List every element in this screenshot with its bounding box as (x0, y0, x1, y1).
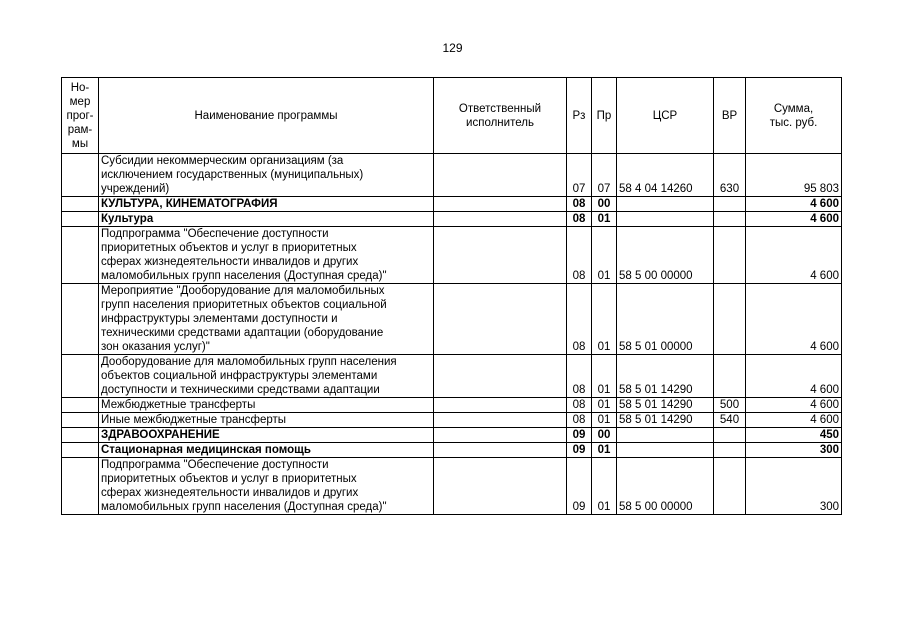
cell-vr: 540 (714, 413, 746, 428)
cell-csr (617, 443, 714, 458)
cell-program-number (62, 458, 99, 515)
cell-csr: 58 5 01 14290 (617, 398, 714, 413)
header-line: исполнитель (466, 116, 534, 129)
header-line: прог- (66, 109, 94, 122)
cell-rz: 08 (567, 413, 592, 428)
cell-csr (617, 197, 714, 212)
cell-pr: 00 (592, 197, 617, 212)
table-row (62, 458, 842, 515)
cell-sum: 450 (746, 428, 842, 443)
cell-rz: 09 (567, 443, 592, 458)
cell-vr (714, 443, 746, 458)
table-row (62, 413, 842, 428)
cell-rz: 08 (567, 227, 592, 284)
cell-pr: 01 (592, 284, 617, 355)
cell-vr: 630 (714, 154, 746, 197)
cell-sum: 4 600 (746, 197, 842, 212)
cell-program-name-line: приоритетных объектов и услуг в приоритетных (101, 473, 357, 485)
cell-rz: 08 (567, 197, 592, 212)
cell-program-name (99, 355, 434, 398)
cell-program-name-line: объектов социальной инфраструктуры элементами (101, 370, 378, 382)
cell-program-name-line: инфраструктуры элементами доступности и (101, 313, 338, 325)
table-row (62, 197, 842, 212)
cell-program-name-line: Межбюджетные трансферты (101, 399, 256, 411)
cell-program-number (62, 154, 99, 197)
cell-program-name-line: Субсидии некоммерческим организациям (за (101, 155, 344, 167)
cell-program-name-line: Подпрограмма "Обеспечение доступности (101, 228, 329, 240)
cell-sum: 300 (746, 443, 842, 458)
cell-responsible (434, 227, 567, 284)
cell-vr (714, 284, 746, 355)
cell-vr (714, 428, 746, 443)
cell-responsible (434, 413, 567, 428)
cell-rz: 07 (567, 154, 592, 197)
header-line: мы (71, 137, 89, 150)
cell-program-name-line: Стационарная медицинская помощь (101, 444, 311, 456)
cell-program-name-line: приоритетных объектов и услуг в приоритетных (101, 242, 357, 254)
cell-program-name (99, 428, 434, 443)
cell-program-number (62, 284, 99, 355)
cell-vr (714, 227, 746, 284)
cell-program-name (99, 284, 434, 355)
header-line: рам- (67, 123, 93, 136)
cell-program-name (99, 212, 434, 227)
cell-program-number (62, 398, 99, 413)
cell-program-name-line: зон оказания услуг)" (101, 341, 210, 353)
header-vr: ВР (714, 78, 746, 154)
cell-rz: 08 (567, 398, 592, 413)
cell-program-name (99, 227, 434, 284)
cell-program-name-line: сферах жизнедеятельности инвалидов и других (101, 256, 359, 268)
cell-csr: 58 5 01 14290 (617, 413, 714, 428)
cell-responsible (434, 428, 567, 443)
cell-rz: 08 (567, 355, 592, 398)
table-row (62, 212, 842, 227)
cell-sum: 4 600 (746, 398, 842, 413)
cell-program-number (62, 227, 99, 284)
cell-sum: 4 600 (746, 413, 842, 428)
cell-program-name-line: Подпрограмма "Обеспечение доступности (101, 459, 329, 471)
cell-rz: 09 (567, 458, 592, 515)
cell-vr (714, 458, 746, 515)
table-row (62, 428, 842, 443)
table-row (62, 398, 842, 413)
cell-responsible (434, 154, 567, 197)
cell-vr (714, 197, 746, 212)
cell-rz: 08 (567, 284, 592, 355)
cell-program-name-line: ЗДРАВООХРАНЕНИЕ (101, 429, 220, 441)
cell-program-name (99, 458, 434, 515)
header-line: Ответственный (458, 102, 542, 115)
cell-sum: 4 600 (746, 284, 842, 355)
header-line: Сумма, (773, 102, 814, 115)
cell-program-number (62, 355, 99, 398)
cell-pr: 01 (592, 413, 617, 428)
cell-pr: 01 (592, 355, 617, 398)
cell-responsible (434, 398, 567, 413)
cell-responsible (434, 355, 567, 398)
cell-program-name (99, 154, 434, 197)
cell-csr: 58 5 01 00000 (617, 284, 714, 355)
cell-sum: 4 600 (746, 355, 842, 398)
cell-program-name (99, 443, 434, 458)
table-row (62, 355, 842, 398)
cell-program-name-line: Культура (101, 213, 154, 225)
cell-csr: 58 5 01 14290 (617, 355, 714, 398)
cell-pr: 01 (592, 398, 617, 413)
cell-program-number (62, 212, 99, 227)
cell-vr: 500 (714, 398, 746, 413)
cell-rz: 09 (567, 428, 592, 443)
header-program-number (62, 78, 99, 154)
cell-pr: 07 (592, 154, 617, 197)
cell-program-name-line: исключением государственных (муниципальных) (101, 169, 364, 181)
table-row (62, 284, 842, 355)
header-rz: Рз (567, 78, 592, 154)
cell-responsible (434, 443, 567, 458)
cell-program-name-line: учреждений) (101, 183, 170, 195)
cell-csr: 58 5 00 00000 (617, 458, 714, 515)
cell-sum: 300 (746, 458, 842, 515)
cell-program-number (62, 413, 99, 428)
cell-vr (714, 355, 746, 398)
cell-csr (617, 212, 714, 227)
cell-responsible (434, 458, 567, 515)
header-sum (746, 78, 842, 154)
header-line: тыс. руб. (769, 116, 818, 129)
cell-program-name (99, 398, 434, 413)
table-body (62, 154, 842, 515)
header-responsible (434, 78, 567, 154)
cell-program-number (62, 443, 99, 458)
cell-program-name-line: сферах жизнедеятельности инвалидов и других (101, 487, 359, 499)
header-csr: ЦСР (617, 78, 714, 154)
cell-program-name (99, 413, 434, 428)
cell-vr (714, 212, 746, 227)
cell-program-name-line: маломобильных групп населения (Доступная среда)" (101, 501, 387, 513)
table-row (62, 227, 842, 284)
cell-pr: 01 (592, 458, 617, 515)
cell-program-name-line: Мероприятие "Дооборудование для маломобильных (101, 285, 385, 297)
cell-program-name-line: маломобильных групп населения (Доступная среда)" (101, 270, 387, 282)
table-row (62, 443, 842, 458)
cell-responsible (434, 284, 567, 355)
header-line: Но- (70, 81, 90, 94)
cell-program-name (99, 197, 434, 212)
header-line: мер (69, 95, 91, 108)
cell-csr: 58 5 00 00000 (617, 227, 714, 284)
cell-program-name-line: групп населения приоритетных объектов социальной (101, 299, 387, 311)
cell-program-name-line: Дооборудование для маломобильных групп населения (101, 356, 397, 368)
cell-sum: 95 803 (746, 154, 842, 197)
cell-csr: 58 4 04 14260 (617, 154, 714, 197)
cell-csr (617, 428, 714, 443)
cell-pr: 00 (592, 428, 617, 443)
cell-program-name-line: техническими средствами адаптации (оборудование (101, 327, 384, 339)
table-header-row (62, 78, 842, 154)
cell-program-number (62, 428, 99, 443)
cell-responsible (434, 212, 567, 227)
cell-program-name-line: КУЛЬТУРА, КИНЕМАТОГРАФИЯ (101, 198, 278, 210)
cell-rz: 08 (567, 212, 592, 227)
cell-program-number (62, 197, 99, 212)
table-row (62, 154, 842, 197)
cell-responsible (434, 197, 567, 212)
cell-sum: 4 600 (746, 227, 842, 284)
cell-sum: 4 600 (746, 212, 842, 227)
header-program-name: Наименование программы (99, 78, 434, 154)
budget-table (61, 77, 842, 515)
cell-program-name-line: доступности и техническими средствами адаптации (101, 384, 380, 396)
cell-program-name-line: Иные межбюджетные трансферты (101, 414, 287, 426)
cell-pr: 01 (592, 443, 617, 458)
page-number: 129 (442, 41, 463, 55)
cell-pr: 01 (592, 212, 617, 227)
header-pr: Пр (592, 78, 617, 154)
cell-pr: 01 (592, 227, 617, 284)
